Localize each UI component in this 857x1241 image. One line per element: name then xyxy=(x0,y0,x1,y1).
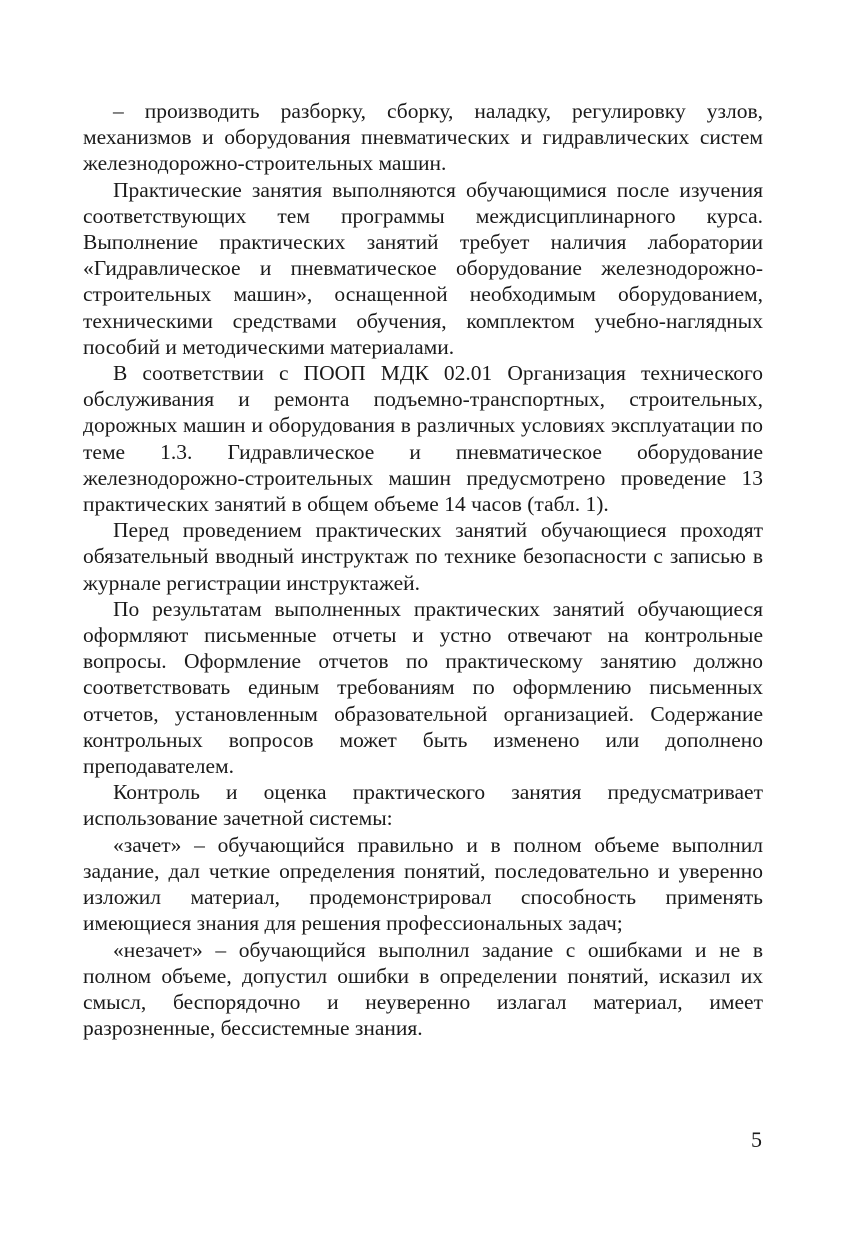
paragraph-safety-briefing: Перед проведением практических занятий обучающиеся проходят обязательный вводный инструктаж по технике безопасности с записью в журнале регистрации инструктажей. xyxy=(83,518,763,595)
paragraph-practical-classes: Практические занятия выполняются обучающимися после изучения соответствующих тем программы междисциплинарного курса. Выполнение практических занятий требует наличия лаборатории «Гидравлическое и пневматическое оборудование железнодорожно-строительных машин», оснащенной необходимым оборудованием, техническими средствами обучения, комплектом учебно-наглядных пособий и методическими материалами. xyxy=(83,177,763,359)
paragraph-assessment: Контроль и оценка практического занятия предусматривает использование зачетной системы: xyxy=(83,780,763,831)
page-number: 5 xyxy=(751,1127,762,1152)
paragraph-reports: По результатам выполненных практических занятий обучающиеся оформляют письменные отчеты и устно отвечают на контрольные вопросы. Оформление отчетов по практическому занятию должно соответствовать единым требованиям по оформлению письменных отчетов, установленным образовательной организацией. Содержание контрольных вопросов может быть изменено или дополнено преподавателем. xyxy=(83,596,763,779)
paragraph-fail-criteria: «незачет» – обучающийся выполнил задание с ошибками и не в полном объеме, допустил ошибки в определении понятий, исказил их смысл, беспорядочно и неуверенно излагал материал, имеет разрозненные, бессистемные знания. xyxy=(83,937,763,1041)
paragraph-skills-item: – производить разборку, сборку, наладку, регулировку узлов, механизмов и оборудования пневматических и гидравлических систем железнодорожно-строительных машин. xyxy=(83,99,763,176)
paragraph-pass-criteria: «зачет» – обучающийся правильно и в полном объеме выполнил задание, дал четкие определения понятий, последовательно и уверенно изложил материал, продемонстрировал способность применять имеющиеся знания для решения профессиональных задач; xyxy=(83,832,763,936)
page-body xyxy=(83,98,763,1041)
paragraph-program-compliance: В соответствии с ПООП МДК 02.01 Организация технического обслуживания и ремонта подъемно-транспортных, строительных, дорожных машин и оборудования в различных условиях эксплуатации по теме 1.3. Гидравлическое и пневматическое оборудование железнодорожно-строительных машин предусмотрено проведение 13 практических занятий в общем объеме 14 часов (табл. 1). xyxy=(83,361,763,517)
